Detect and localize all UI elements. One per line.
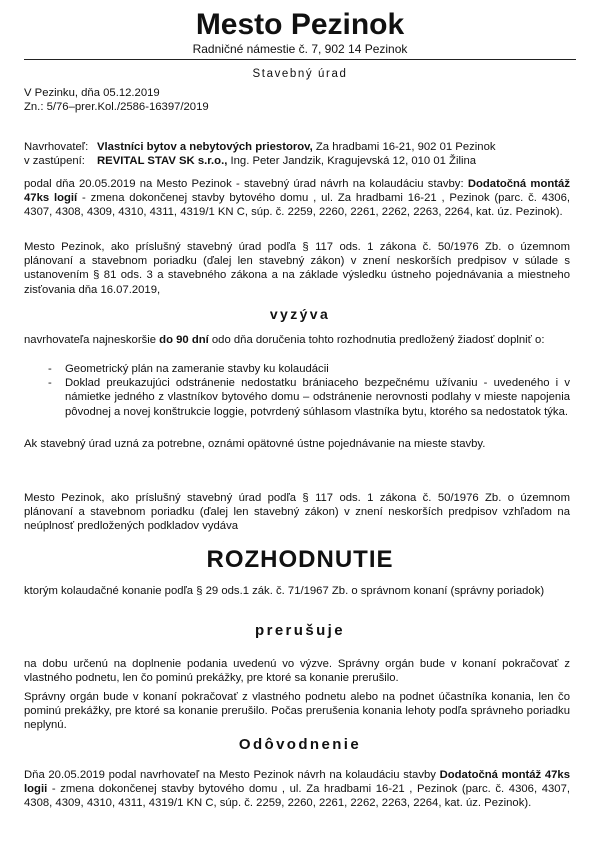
reasoning-construction-name: Dodatočná montáž 47ks logii	[24, 769, 570, 796]
issuing-paragraph: Mesto Pezinok, ako príslušný stavebný úrad podľa § 117 ods. 1 zákona č. 50/1976 Zb. o územnom plánovaní a stavebnom poriadku (ďalej len stavebný zákon) v znení neskorších predpisov vzhľadom na neúplnosť predložených podkladov vydáva	[24, 492, 570, 533]
representative-label: v zastúpení:	[24, 155, 85, 167]
vyzyva-text-rest: odo dňa doručenia tohto rozhodnutia predložený žiadosť doplniť o:	[208, 334, 545, 346]
reasoning-text: Dňa 20.05.2019 podal navrhovateľ na Mesto Pezinok návrh na kolaudáciu stavby	[24, 769, 440, 781]
decision-paragraph: ktorým kolaudačné konanie podľa § 29 ods.1 zák. č. 71/1967 Zb. o správnom konaní (správny poriadok)	[24, 585, 545, 597]
application-paragraph	[24, 177, 570, 220]
reasoning-text-rest: - zmena dokončenej stavby bytového domu , ul. Za hradbami 16-21 , Pezinok (parc. č. 4306, 4307, 4308, 4309, 4310, 4311, 4319/1 KN C, súp. č. 2259, 2260, 2261, 2262, 2263, 2264, kat. úz. Pezinok).	[24, 783, 570, 810]
list-item-text: Doklad preukazujúci odstránenie nedostatku brániaceho bezpečnému užívaniu - uvedeného i v námietke jedného z vlastníkov bytového domu – odstránenie nerovnosti podlahy v mieste napojenia pôvodnej a novej konštrukcie loggie, potvrdený súhlasom vlastníka bytu, ktorého sa nedostatok týka.	[65, 377, 570, 418]
interruption-paragraph-2: Správny orgán bude v konaní pokračovať z vlastného podnetu alebo na podnet účastníka konania, len čo pominú prekážky, pre ktoré sa konanie prerušilo. Počas prerušenia konania lehoty podľa správneho poriadku neplynú.	[24, 691, 570, 732]
reasoning-paragraph	[24, 768, 570, 811]
applicant-row	[24, 140, 576, 154]
list-item-text: Geometrický plán na zameranie stavby ku kolaudácii	[65, 363, 329, 375]
reasoning-heading: Odôvodnenie	[238, 736, 362, 753]
list-item: - Geometrický plán na zameranie stavby ku kolaudácii	[48, 363, 329, 375]
list-item: - Doklad preukazujúci odstránenie nedostatku brániaceho bezpečnému užívaniu - uvedeného i v námietke jedného z vlastníkov bytového domu – odstránenie nerovnosti podlahy v mieste napojenia pôvodnej a novej konštrukcie loggie, potvrdený súhlasom vlastníka bytu, ktorého sa nedostatok týka.	[48, 377, 570, 418]
header-divider	[24, 59, 576, 60]
applicant-name: Vlastníci bytov a nebytových priestorov,	[97, 141, 313, 153]
document-title: Mesto Pezinok	[195, 8, 405, 41]
application-text-rest: - zmena dokončenej stavby bytového domu , ul. Za hradbami 16-21 , Pezinok (parc. č. 4306, 4307, 4308, 4309, 4310, 4311, 4319/1 KN C, súp. č. 2259, 2260, 2261, 2262, 2263, 2264, kat. úz. Pezinok).	[24, 192, 570, 219]
vyzyva-paragraph	[24, 333, 570, 347]
office-address: Radničné námestie č. 7, 902 14 Pezinok	[192, 42, 408, 56]
applicant-label: Navrhovateľ:	[24, 141, 89, 153]
place-date: V Pezinku, dňa 05.12.2019	[24, 87, 160, 99]
interruption-paragraph-1: na dobu určenú na doplnenie podania uvedenú vo výzve. Správny orgán bude v konaní pokračovať z vlastného podnetu, len čo pominú prekážky, pre ktoré sa konanie prerušilo.	[24, 658, 570, 685]
representative-name: REVITAL STAV SK s.r.o.,	[97, 155, 228, 167]
vyzyva-text: navrhovateľa najneskoršie	[24, 334, 160, 346]
authority-paragraph: Mesto Pezinok, ako príslušný stavebný úrad podľa § 117 ods. 1 zákona č. 50/1976 Zb. o územnom plánovaní a stavebnom poriadku (ďalej len stavebný zákon) v znení neskorších predpisov v súlade s ustanovením § 81 ods. 3 a stavebného zákona a na základe výsledku ústneho pojednávania a miestneho zisťovania dňa 16.07.2019,	[24, 241, 570, 296]
representative-address: Ing. Peter Jandzik, Kragujevská 12, 010 01 Žilina	[227, 155, 477, 167]
deadline: do 90 dní	[159, 334, 209, 346]
applicant-address: Za hradbami 16-21, 902 01 Pezinok	[312, 141, 496, 153]
interruption-heading: prerušuje	[255, 622, 345, 639]
representative-row	[24, 154, 576, 168]
requirements-list	[24, 362, 570, 419]
hearing-note: Ak stavebný úrad uzná za potrebne, oznámi opätovné ústne pojednávanie na mieste stavby.	[24, 438, 486, 450]
file-number: Zn.: 5/76–prer.Kol./2586-16397/2019	[24, 101, 209, 113]
decision-heading: ROZHODNUTIE	[206, 546, 394, 573]
construction-name: Dodatočná montáž 47ks logií	[24, 178, 570, 205]
office-name: Stavebný úrad	[252, 68, 348, 80]
vyzyva-heading: vyzýva	[269, 306, 331, 322]
application-text: podal dňa 20.05.2019 na Mesto Pezinok - stavebný úrad návrh na kolaudáciu stavby:	[24, 178, 468, 190]
